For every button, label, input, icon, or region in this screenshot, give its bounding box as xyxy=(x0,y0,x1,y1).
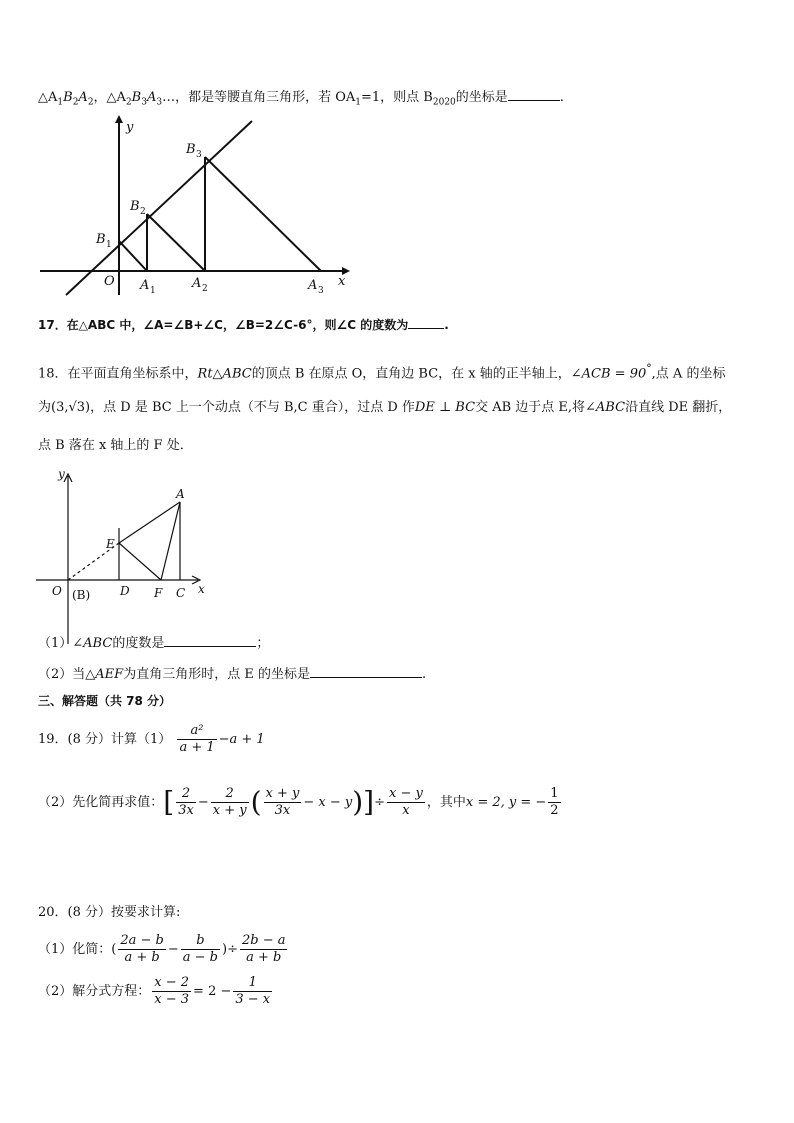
q16-sep: ，△A xyxy=(93,90,126,105)
answer-blank[interactable] xyxy=(310,665,422,678)
numerator: 1 xyxy=(233,975,272,992)
label-y: y xyxy=(58,467,65,481)
q18-part2 xyxy=(38,665,426,684)
denominator: 3x xyxy=(274,803,291,818)
label-f: F xyxy=(154,586,163,600)
q18-degree: ° xyxy=(646,362,652,375)
segment-b3a3 xyxy=(205,157,321,271)
q16-text: …，都是等腰直角三角形，若 OA xyxy=(162,90,356,105)
q18-text: . xyxy=(421,667,427,682)
numerator: 2b − a xyxy=(241,933,286,948)
figure-isosceles-triangles xyxy=(30,115,360,300)
label-a: A xyxy=(176,487,185,501)
numerator: b xyxy=(181,933,220,950)
q16-sub: 2 xyxy=(72,97,79,108)
q18-coord: (3,√3) xyxy=(51,400,91,415)
paren-open: ( xyxy=(250,785,262,819)
denominator: 3 − x xyxy=(235,992,271,1007)
expr-text: − x − y xyxy=(303,795,353,810)
q16-end: . xyxy=(559,90,564,105)
q16-line xyxy=(38,88,564,112)
q17-text: 17．在△ABC 中，∠A=∠B+∠C，∠B=2∠C-6°，则∠C 的度数为 xyxy=(38,318,409,332)
q16-vertex: B xyxy=(63,90,73,105)
bracket-open: [ xyxy=(163,785,175,819)
q16-sub: 1 xyxy=(57,97,64,108)
q18-text: ，点 D 是 BC 上一个动点（不与 B,C 重合），过点 D 作 xyxy=(90,400,415,415)
label-x: x xyxy=(198,582,205,596)
numerator: a² xyxy=(177,723,216,740)
q20-title: 20．(8 分）按要求计算: xyxy=(38,905,181,920)
fraction xyxy=(177,723,216,756)
label-a1: A xyxy=(140,278,150,293)
q18-angle: ∠ACB = 90 xyxy=(570,366,647,382)
q19-part1 xyxy=(38,720,265,760)
denominator: 3x xyxy=(178,803,194,818)
q16-sub: 2 xyxy=(125,97,132,108)
label-a2-sub: 2 xyxy=(202,284,208,294)
fraction xyxy=(118,933,166,966)
segment-ea xyxy=(119,502,180,543)
q18-text: 交 AB 边于点 E,将 xyxy=(475,400,586,415)
label-e: E xyxy=(106,537,115,551)
q18-angle-abc: ∠ABC xyxy=(585,400,626,415)
label-b1-sub: 1 xyxy=(106,240,112,250)
expr-text: ，其中 xyxy=(426,795,466,810)
numerator: 2a − b xyxy=(120,933,164,948)
denominator: a − b xyxy=(182,950,218,965)
label-a3: A xyxy=(308,278,318,293)
q18-text: 沿直线 DE 翻折， xyxy=(625,400,732,415)
label-b2: B xyxy=(130,199,140,214)
q18-angle-abc: ∠ABC xyxy=(72,636,113,651)
q18-text: 的度数是 xyxy=(112,636,165,651)
label-a1-sub: 1 xyxy=(150,286,156,296)
q19-label: （2）先化简再求值： xyxy=(38,795,164,810)
denominator: 2 xyxy=(550,803,559,818)
q20-label: （2）解分式方程： xyxy=(38,984,151,999)
q18-text: 为直角三角形时，点 E 的坐标是 xyxy=(123,667,310,682)
label-b3: B xyxy=(186,142,196,157)
label-a2: A xyxy=(192,276,202,291)
q18-text: 的顶点 B 在原点 O，直角边 BC，在 x 轴的正半轴上， xyxy=(251,366,571,382)
label-o: O xyxy=(52,584,62,598)
label-d: D xyxy=(120,584,130,598)
minus-sign: − xyxy=(167,942,179,957)
answer-blank[interactable] xyxy=(164,634,256,647)
figure-fold-triangle xyxy=(30,462,220,647)
q18-part1-label: （1） xyxy=(38,636,73,651)
q16-tri1: △A xyxy=(38,90,58,105)
q16-vertex: A xyxy=(78,90,88,105)
fraction xyxy=(233,975,272,1008)
answer-blank[interactable] xyxy=(508,88,560,101)
numerator: 2 xyxy=(176,786,196,803)
segment-b1a1 xyxy=(119,241,147,271)
expr-text: )÷ xyxy=(222,942,238,957)
q18-text: 为 xyxy=(38,400,52,415)
fraction xyxy=(181,933,220,966)
fraction xyxy=(152,975,191,1008)
section-title: 三、解答题（共 78 分） xyxy=(38,694,172,708)
q18-line3 xyxy=(38,437,193,455)
numerator: x + y xyxy=(265,786,300,801)
q16-sub: 1 xyxy=(355,97,362,108)
fraction xyxy=(176,786,196,819)
denominator: a + 1 xyxy=(179,740,215,755)
expr-text: = 2 − xyxy=(193,984,232,999)
denominator: a + b xyxy=(246,950,282,965)
q18-triangle-aef: △AEF xyxy=(85,667,124,682)
q16-sub: 3 xyxy=(141,97,147,108)
fraction xyxy=(548,786,560,819)
q16-text: =1，则点 B xyxy=(361,90,433,105)
label-b3-sub: 3 xyxy=(196,150,202,160)
denominator: x + y xyxy=(212,803,247,818)
label-c: C xyxy=(176,586,186,600)
denominator: x xyxy=(402,803,410,818)
answer-blank[interactable] xyxy=(408,316,444,329)
q16-text: 的坐标是 xyxy=(455,90,508,105)
q16-sub: 2020 xyxy=(432,97,456,108)
q20-label: （1）化简：( xyxy=(38,942,117,957)
numerator: x − 2 xyxy=(154,975,190,990)
condition: x = 2, y = − xyxy=(465,795,547,810)
label-y: y xyxy=(126,120,134,135)
bracket-close: ] xyxy=(363,785,375,819)
q20-part1 xyxy=(38,930,289,970)
q16-sub: 3 xyxy=(156,97,163,108)
expr-text: −a + 1 xyxy=(218,732,265,747)
numerator: 2 xyxy=(211,786,249,803)
label-x: x xyxy=(338,274,346,289)
q18-part2-label: （2）当 xyxy=(38,667,86,682)
q19-label: 19．(8 分）计算（1） xyxy=(38,732,172,747)
label-b1: B xyxy=(96,232,106,247)
diagonal-line xyxy=(66,121,252,295)
q19-part2: （2）先化简再求值：[ $\frac{2}{3x}$ − $\frac{2}{x + y}$ ( $\frac{x + y}{3x}$ − x − y)]÷ $\frac{x - y}{x}$ ，其中x = 2, y = − $\frac{1}{2}$ xyxy=(38,785,559,819)
q16-vertex: A xyxy=(146,90,157,105)
y-arrow xyxy=(115,115,123,123)
q18-line2 xyxy=(38,399,731,417)
segment-b2a2 xyxy=(147,214,205,271)
q18-perp: DE ⊥ BC xyxy=(414,400,476,415)
segment-ef xyxy=(119,543,161,580)
q18-text: 点 B 落在 x 轴上的 F 处． xyxy=(38,438,193,453)
q18-text: 18．在平面直角坐标系中， xyxy=(38,366,198,382)
numerator: 1 xyxy=(550,786,559,801)
q18-rt-triangle: Rt△ABC xyxy=(197,366,252,382)
label-b2-sub: 2 xyxy=(140,207,146,217)
fraction xyxy=(211,786,249,819)
label-o: O xyxy=(104,274,115,289)
fraction xyxy=(387,786,425,819)
divide-sign: ÷ xyxy=(374,795,385,810)
q17-line xyxy=(38,316,449,334)
label-b: (B) xyxy=(72,588,91,602)
q18-part1 xyxy=(38,634,269,653)
q16-vertex: B xyxy=(131,90,142,105)
q18-text: ； xyxy=(256,636,270,651)
q20-part2 xyxy=(38,972,274,1012)
q18-text: ,点 A 的坐标 xyxy=(651,366,726,382)
numerator: x − y xyxy=(389,786,423,801)
denominator: x − 3 xyxy=(154,992,190,1007)
q17-end: . xyxy=(444,318,449,332)
paren-close: ) xyxy=(352,785,364,819)
q18-line1 xyxy=(38,360,725,383)
label-a3-sub: 3 xyxy=(318,286,324,296)
denominator: a + b xyxy=(124,950,160,965)
q16-sub: 2 xyxy=(87,97,94,108)
fraction xyxy=(240,933,288,966)
fraction xyxy=(264,786,302,819)
segment-fa xyxy=(161,502,180,580)
